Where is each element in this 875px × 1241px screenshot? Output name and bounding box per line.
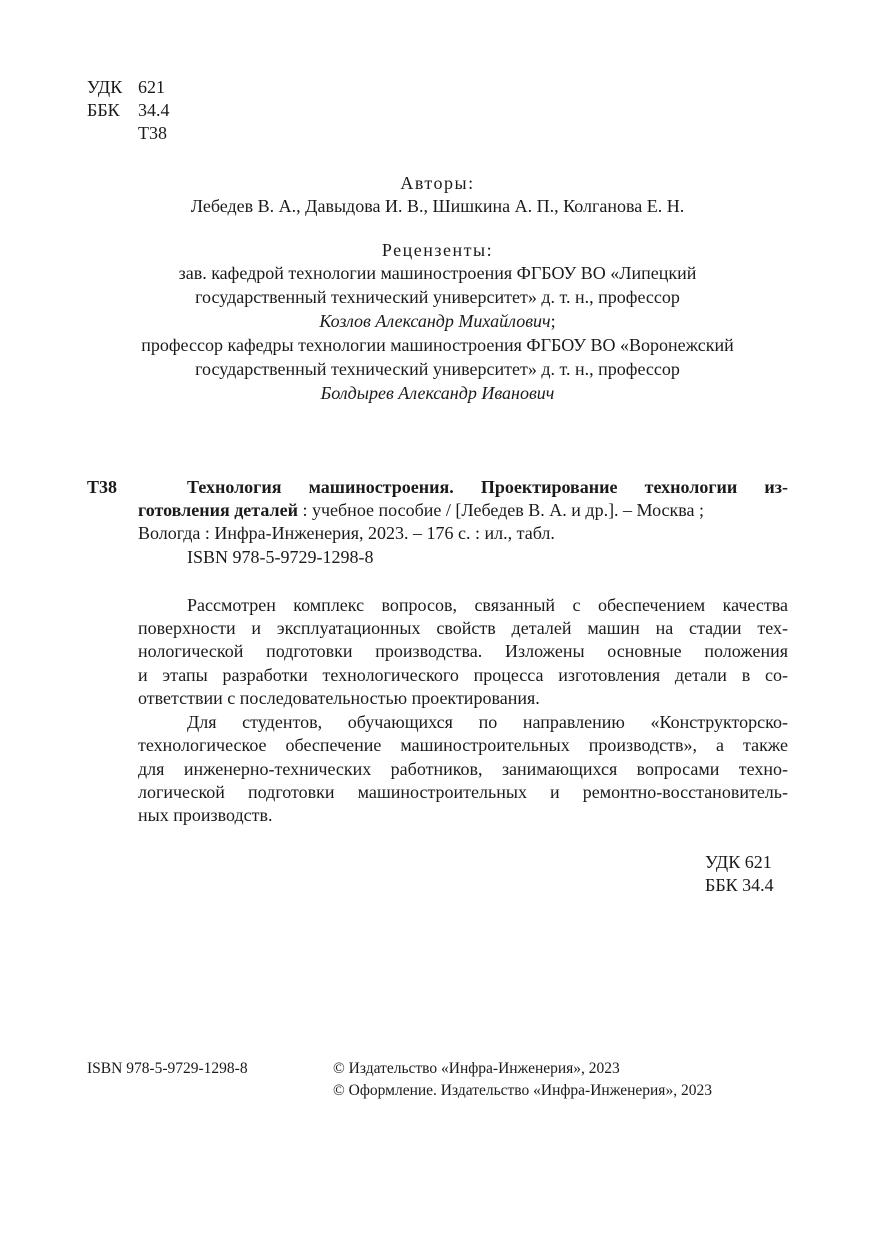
authors-names: Лебедев В. А., Давыдова И. В., Шишкина А. П., Колганова Е. Н. <box>190 196 685 216</box>
udk-label: УДК <box>87 77 123 97</box>
bib-title-bold: готовления деталей <box>138 500 298 520</box>
udk-value: 621 <box>138 77 165 97</box>
reviewer1-separator: ; <box>550 311 556 331</box>
authors-heading: Авторы: <box>400 173 475 193</box>
reviewer1-affiliation-line: зав. кафедрой технологии машиностроения ФГБОУ ВО «Липецкий <box>178 263 697 283</box>
reviewer1-name: Козлов Александр Михайлович <box>319 311 551 331</box>
abstract-p2-line: технологическое обеспечение машиностроительных производств», а также <box>138 735 788 755</box>
abstract-p1-line: Рассмотрен комплекс вопросов, связанный с обеспечением качества <box>187 595 788 615</box>
bib-title-line1: Технология машиностроения. Проектирование технологии из- <box>187 477 788 497</box>
abstract-p2-line: ных производств. <box>138 805 273 825</box>
bib-imprint: Вологда : Инфра-Инженерия, 2023. – 176 с. : ил., табл. <box>138 523 555 543</box>
reviewers-heading: Рецензенты: <box>381 240 494 260</box>
reviewer2-affiliation-line: профессор кафедры технологии машиностроения ФГБОУ ВО «Воронежский <box>141 335 734 355</box>
bib-title-rest: : учебное пособие / [Лебедев В. А. и др.]. – Москва ; <box>297 500 705 520</box>
abstract-p1-line: ответствии с последовательностью проектирования. <box>138 688 540 708</box>
footer-copyright-publisher: © Издательство «Инфра-Инженерия», 2023 <box>333 1060 620 1077</box>
index-udk: УДК 621 <box>705 852 772 872</box>
abstract-p1-line: и этапы разработки технологического процесса изготовления детали в со- <box>138 665 788 685</box>
index-bbk: ББК 34.4 <box>705 875 774 895</box>
reviewer1-affiliation-line: государственный технический университет» д. т. н., профессор <box>195 287 680 307</box>
reviewer1-name-line <box>0 310 875 333</box>
author-sign: Т38 <box>138 123 167 143</box>
footer-copyright-design: © Оформление. Издательство «Инфра-Инженерия», 2023 <box>333 1082 712 1099</box>
abstract-p2-line: для инженерно-технических работников, занимающихся вопросами техно- <box>138 759 788 779</box>
bbk-label: ББК <box>87 100 120 120</box>
abstract-p2-line: логической подготовки машиностроительных и ремонтно-восстановитель- <box>138 782 788 802</box>
bib-title-line2 <box>138 499 788 522</box>
reviewer2-affiliation-line: государственный технический университет» д. т. н., профессор <box>195 359 680 379</box>
bbk-value: 34.4 <box>138 100 170 120</box>
footer-isbn: ISBN 978-5-9729-1298-8 <box>87 1060 248 1077</box>
abstract-p2-line: Для студентов, обучающихся по направлению «Конструкторско- <box>187 712 788 732</box>
bib-isbn: ISBN 978-5-9729-1298-8 <box>187 547 374 567</box>
reviewer2-name: Болдырев Александр Иванович <box>320 383 555 403</box>
bib-author-sign: Т38 <box>87 477 118 497</box>
abstract-p1-line: поверхности и эксплуатационных свойств деталей машин на стадии тех- <box>138 618 788 638</box>
abstract-p1-line: нологической подготовки производства. Изложены основные положения <box>138 641 788 661</box>
